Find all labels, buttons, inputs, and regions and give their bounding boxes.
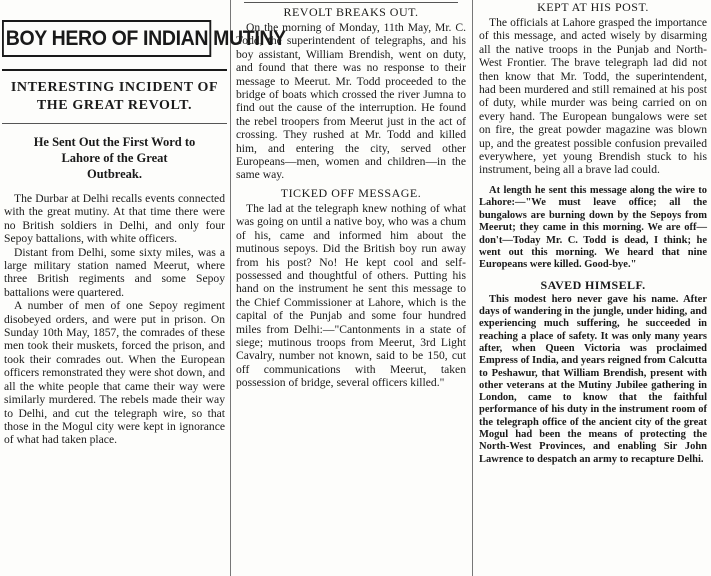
section-heading: REVOLT BREAKS OUT. xyxy=(283,5,419,19)
paragraph: Distant from Delhi, some sixty miles, was a large military station named Meerut, where three British regiments and some Sepoy battalions were quartered. xyxy=(4,245,225,299)
section-heading: TICKED OFF MESSAGE. xyxy=(280,185,422,200)
telegram-quote: At length he sent this message along the wire to Lahore:—"We must leave office; all the bungalows are burning down by the Sepoys from Meerut; they came in this morning. We are off—don't—Today Mr. C. Todd is dead, I think; he went out this morning. We heard that nine Europeans were killed. Good-bye." xyxy=(479,184,707,271)
article-body xyxy=(234,21,468,182)
column-rule xyxy=(230,0,231,576)
section-heading: SAVED HIMSELF. xyxy=(540,277,646,292)
section-heading: KEPT AT HIS POST. xyxy=(537,0,649,14)
column-2 xyxy=(234,0,468,576)
headline: BOY HERO OF INDIAN MUTINY xyxy=(2,20,211,57)
deck-line: He Sent Out the First Word to xyxy=(33,135,196,149)
deck xyxy=(6,134,223,182)
article-body xyxy=(477,294,709,466)
column-3 xyxy=(477,0,709,576)
article-body xyxy=(2,192,227,447)
article-body xyxy=(234,202,468,390)
paragraph: The lad at the telegraph knew nothing of what was going on until a native boy, who was a chum of his, came and informed him about the mutinous sepoys. Did the British boy run away from his post? No! He kept cool and self-possessed and thoughtful of others. Putting his hand on the instrument he sent this message to the Chief Commissioner at Lahore, which is the capital of the Punjab and some four hundred miles from Delhi:—"Cantonments in a state of siege; mutinous troops from Meerut, 3rd Light Cavalry, number not known, said to be 150, cut off communications with Meerut, taken possession of bridge, several officers killed." xyxy=(236,201,466,390)
deck-line: Lahore of the Great xyxy=(61,151,168,165)
article-body xyxy=(477,16,709,177)
paragraph: A number of men of one Sepoy regiment disobeyed orders, and were put in prison. On Sunday 10th May, 1857, the comrades of these men took their muskets, forced the prison, and took their comrades out. When the European officers remonstrated they were shot down, and all the white people that came their way were similarly murdered. The rebels made their way to Delhi, and cut the telegraph wire, so that those in the Mogul city were kept in ignorance of what had taken place. xyxy=(4,299,225,447)
paragraph: On the morning of Monday, 11th May, Mr. C. Todd, the superintendent of telegraphs, and his boy assistant, William Brendish, went on duty, and found that there was no response to their message to Meerut. Mr. Todd proceeded to the bridge of boats which crossed the river Jumna to find out the cause of the interruption. He found the rebel troopers from Meerut just in the act of crossing. They rushed at Mr. Todd and killed him, and entering the city, served other Europeans—men, women and children—in the same way. xyxy=(236,21,466,182)
divider xyxy=(244,2,458,3)
column-1 xyxy=(2,0,286,576)
divider xyxy=(2,69,227,71)
column-rule xyxy=(472,0,473,576)
subheadline: INTERESTING INCIDENT OF THE GREAT REVOLT. xyxy=(2,79,227,124)
paragraph: This modest hero never gave his name. After days of wandering in the jungle, under hiding, and experiencing much suffering, he succeeded in reaching a place of safety. It was only many years after, when Queen Victoria was proclaimed Empress of India, and years reigned from Calcutta to Peshawur, that William Brendish, present with other veterans at the Mutiny Jubilee gathering in London, came to know that the faithful performance of his duty in the instrument room of the telegraph office of the ancient city of the great Mogul had been the means of protecting the North-West Provinces, and enabling Sir John Lawrence to despatch an army to recapture Delhi. xyxy=(479,293,707,465)
deck-line: Outbreak. xyxy=(87,167,142,181)
paragraph: The officials at Lahore grasped the importance of this message, and acted wisely by disarming all the native troops in the Punjab and North-West Frontier. The brave telegraph lad did not then know that Mr. Todd, the superintendent, had been murdered and still remained at his post of duty, while murder was being carried on on every hand. The European bungalows were set on fire, the great powder magazine was blown up, and the greatest possible confusion prevailed everywhere, yet young Brendish stuck to his instrument, being all a brave lad could. xyxy=(479,16,707,177)
paragraph: The Durbar at Delhi recalls events connected with the great mutiny. At that time there were no British soldiers in Delhi, and only four Sepoy battalions, with white officers. xyxy=(4,192,225,246)
